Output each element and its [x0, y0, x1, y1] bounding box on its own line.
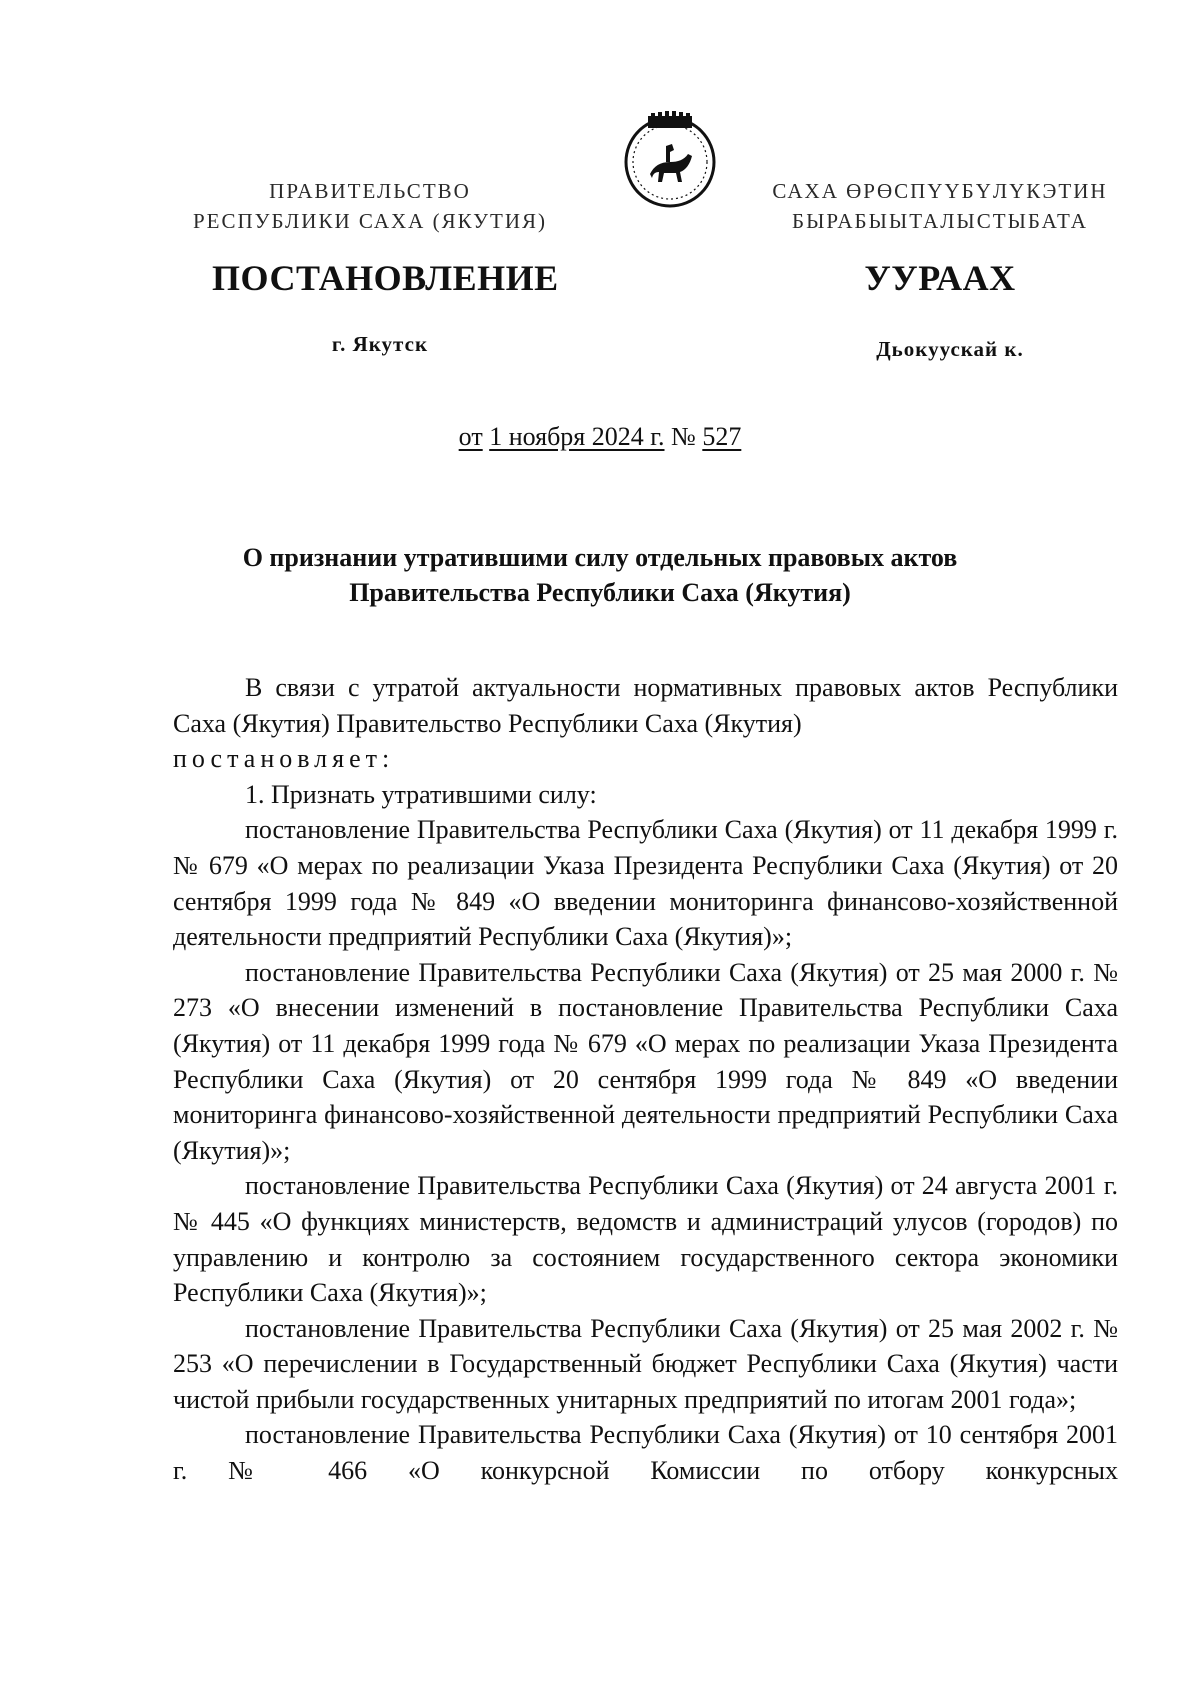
act-paragraph: постановление Правительства Республики Саха (Якутия) от 25 мая 2002 г. № 253 «О перечислении в Государственный бюджет Республики Саха (Якутия) части чистой прибыли государственных унитарных предприятий по итогам 2001 года»; — [173, 1313, 1118, 1414]
act-paragraph: постановление Правительства Республики Саха (Якутия) от 10 сентября 2001 г. № 466 «О конкурсной Комиссии по отбору конкурсных — [173, 1420, 1118, 1486]
document-title — [150, 540, 1050, 610]
doc-type-ru: ПОСТАНОВЛЕНИЕ — [212, 258, 559, 298]
header-left-line2: РЕСПУБЛИКИ САХА (ЯКУТИЯ) — [192, 209, 548, 233]
document-date: 1 ноября 2024 г. — [489, 422, 665, 451]
date-prefix: от — [458, 422, 483, 451]
number-sign: № — [671, 422, 696, 451]
city-ru: г. Якутск — [331, 332, 429, 356]
act-paragraph: постановление Правительства Республики Саха (Якутия) от 24 августа 2001 г. № 445 «О функциях министерств, ведомств и администраций улусов (городов) по управлению и контролю за состоянием государственного сектора экономики Республики Саха (Якутия)»; — [173, 1171, 1118, 1308]
title-line1: О признании утратившими силу отдельных правовых актов — [242, 543, 958, 572]
header-right-line2: БЫРАБЫЫТАЛЫСТЫБАТА — [792, 209, 1088, 233]
intro-paragraph — [173, 670, 1118, 777]
coat-of-arms-icon — [620, 110, 720, 210]
decree-word: постановляет: — [173, 744, 395, 774]
city-sah: Дьокуускай к. — [876, 337, 1024, 361]
document-body — [173, 670, 1118, 1489]
header-left-ru — [190, 176, 550, 236]
header-right-line1: САХА ӨРӨСПҮҮБҮЛҮКЭТИН — [772, 179, 1108, 203]
doc-type-sah: УУРААХ — [864, 258, 1016, 298]
header-right-sah — [750, 176, 1130, 236]
act-paragraph: постановление Правительства Республики Саха (Якутия) от 25 мая 2000 г. № 273 «О внесении изменений в постановление Правительства Республики Саха (Якутия) от 11 декабря 1999 года № 679 «О мерах по реализации Указа Президента Республики Саха (Якутия) от 20 сентября 1999 года № 849 «О введении мониторинга финансово-хозяйственной деятельности предприятий Республики Саха (Якутия)»; — [173, 957, 1118, 1165]
intro-text: В связи с утратой актуальности нормативных правовых актов Республики Саха (Якутия) Правительство Республики Саха (Якутия) — [173, 673, 1118, 738]
act-paragraph: постановление Правительства Республики Саха (Якутия) от 11 декабря 1999 г. № 679 «О мерах по реализации Указа Президента Республики Саха (Якутия) от 20 сентября 1999 года № 849 «О введении мониторинга финансово-хозяйственной деятельности предприятий Республики Саха (Якутия)»; — [173, 815, 1118, 952]
document-number: 527 — [702, 422, 742, 451]
item-1: 1. Признать утратившими силу: — [245, 779, 597, 809]
date-number-line — [0, 420, 1200, 454]
header-left-line1: ПРАВИТЕЛЬСТВО — [269, 179, 471, 203]
title-line2: Правительства Республики Саха (Якутия) — [349, 578, 851, 607]
